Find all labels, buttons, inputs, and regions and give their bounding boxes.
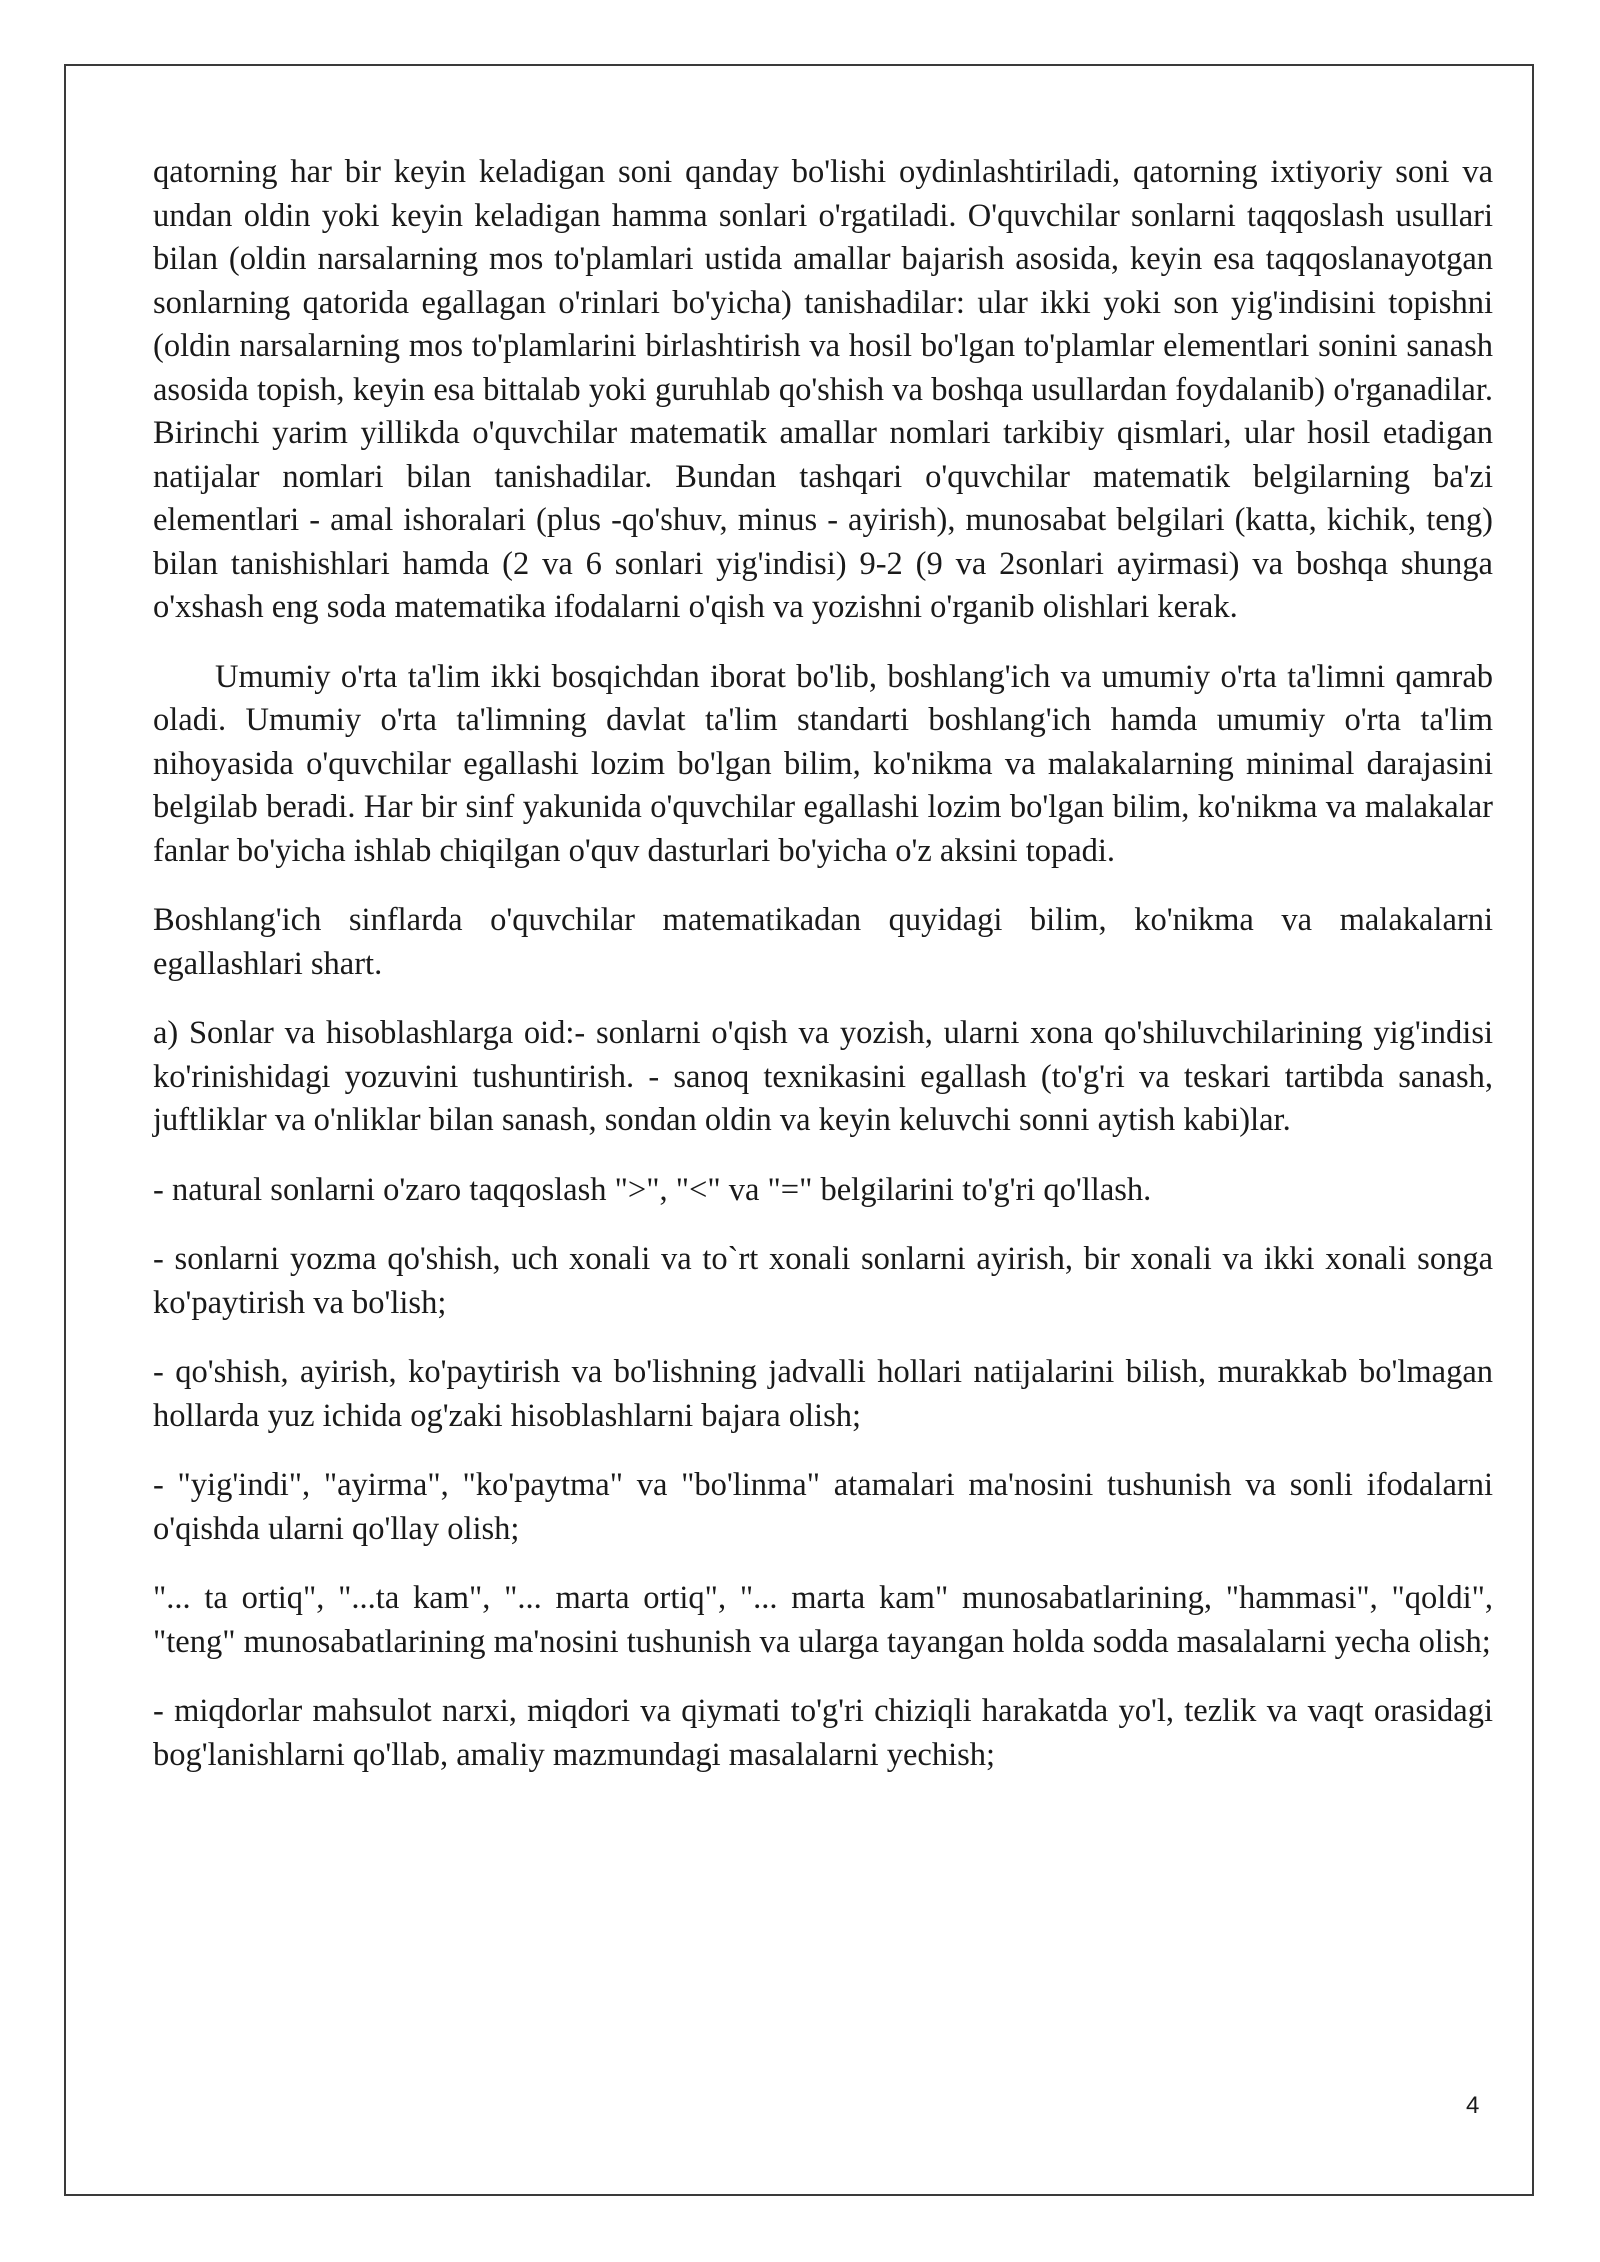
paragraph-1: qatorning har bir keyin keladigan soni qanday bo'lishi oydinlashtiriladi, qatorning ixtiyoriy soni va undan oldin yoki keyin keladigan hamma sonlari o'rgatiladi. O'quvchilar sonlarni taqqoslash usullari bilan (oldin narsalarning mos to'plamlari ustida amallar bajarish asosida, keyin esa taqqoslanayotgan sonlarning qatorida egallagan o'rinlari bo'yicha) tanishadilar: ular ikki yoki son yig'indisini topishni (oldin narsalarning mos to'plamlarini birlashtirish va hosil bo'lgan to'plamlar elementlari sonini sanash asosida topish, keyin esa bittalab yoki guruhlab qo'shish va boshqa usullardan foydalanib) o'rganadilar. Birinchi yarim yillikda o'quvchilar matematik amallar nomlari tarkibiy qismlari, ular hosil etadigan natijalar nomlari bilan tanishadilar. Bundan tashqari o'quvchilar matematik belgilarning ba'zi elementlari - amal ishoralari (plus -qo'shuv, minus - ayirish), munosabat belgilari (katta, kichik, teng) bilan tanishishlari hamda (2 va 6 sonlari yig'indisi) 9-2 (9 va 2sonlari ayirmasi) va boshqa shunga o'xshash eng soda matematika ifodalarni o'qish va yozishni o'rganib olishlari kerak.	[153, 154, 1493, 625]
paragraph-10: - miqdorlar mahsulot narxi, miqdori va qiymati to'g'ri chiziqli harakatda yo'l, tezlik va vaqt orasidagi bog'lanishlarni qo'llab, amaliy mazmundagi masalalarni yechish;	[153, 1693, 1493, 1773]
paragraph-9: "... ta ortiq", "...ta kam", "... marta ortiq", "... marta kam" munosabatlarining, "hammasi", "qoldi", "teng" munosabatlarining ma'nosini tushunish va ularga tayangan holda sodda masalalarni yecha olish;	[153, 1580, 1493, 1660]
paragraph-3: Boshlang'ich sinflarda o'quvchilar matematikadan quyidagi bilim, ko'nikma va malakalarni egallashlari shart.	[153, 902, 1493, 982]
page-number: 4	[1466, 2092, 1480, 2119]
paragraph-4: a) Sonlar va hisoblashlarga oid:- sonlarni o'qish va yozish, ularni xona qo'shiluvchilarining yig'indisi ko'rinishidagi yozuvini tushuntirish. - sanoq texnikasini egallash (to'g'ri va teskari tartibda sanash, juftliklar va o'nliklar bilan sanash, sondan oldin va keyin keluvchi sonni aytish kabi)lar.	[153, 1015, 1493, 1138]
document-body	[153, 151, 1493, 1803]
paragraph-2: Umumiy o'rta ta'lim ikki bosqichdan iborat bo'lib, boshlang'ich va umumiy o'rta ta'limni qamrab oladi. Umumiy o'rta ta'limning davlat ta'lim standarti boshlang'ich hamda umumiy o'rta ta'lim nihoyasida o'quvchilar egallashi lozim bo'lgan bilim, ko'nikma va malakalarning minimal darajasini belgilab beradi. Har bir sinf yakunida o'quvchilar egallashi lozim bo'lgan bilim, ko'nikma va malakalar fanlar bo'yicha ishlab chiqilgan o'quv dasturlari bo'yicha o'z aksini topadi.	[153, 658, 1493, 869]
paragraph-5: - natural sonlarni o'zaro taqqoslash ">", "<" va "=" belgilarini to'g'ri qo'llash.	[153, 1171, 1152, 1208]
paragraph-7: - qo'shish, ayirish, ko'paytirish va bo'lishning jadvalli hollari natijalarini bilish, murakkab bo'lmagan hollarda yuz ichida og'zaki hisoblashlarni bajara olish;	[153, 1354, 1493, 1434]
paragraph-8: - "yig'indi", "ayirma", "ko'paytma" va "bo'linma" atamalari ma'nosini tushunish va sonli ifodalarni o'qishda ularni qo'llay olish;	[153, 1467, 1493, 1547]
paragraph-6: - sonlarni yozma qo'shish, uch xonali va to`rt xonali sonlarni ayirish, bir xonali va ikki xonali songa ko'paytirish va bo'lish;	[153, 1241, 1493, 1321]
